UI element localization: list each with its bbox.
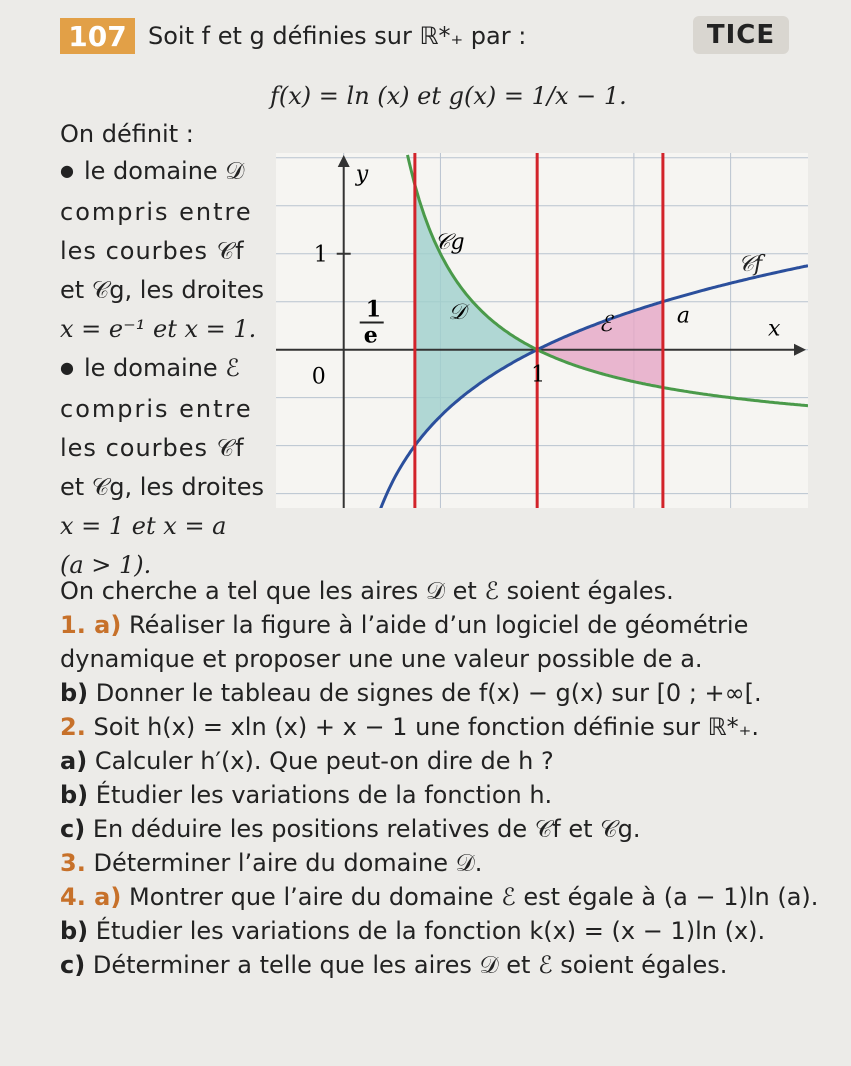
q2a-text: Calculer h′(x). Que peut-on dire de h ?	[94, 747, 554, 775]
definitions-formula: f(x) = ln (x) et g(x) = 1/x − 1.	[270, 82, 627, 110]
cf-label: 𝒞f	[738, 252, 763, 277]
q2a-line	[60, 744, 790, 778]
tice-badge: TICE	[693, 16, 789, 54]
q2a-number: a)	[60, 747, 88, 775]
region-d-label: 𝒟	[448, 299, 466, 325]
a-label: a	[676, 303, 691, 329]
q2c-line	[60, 812, 790, 846]
q1a-cont-line: dynamique et proposer une une valeur possible de a.	[60, 645, 703, 673]
q3-text: Déterminer l’aire du domaine 𝒟.	[93, 849, 483, 877]
e-line4: et 𝒞g, les droites	[60, 473, 264, 501]
q2-text: Soit h(x) = xln (x) + x − 1 une fonction définie sur ℝ*₊.	[93, 713, 759, 741]
q4a-text: Montrer que l’aire du domaine ℰ est égale à (a − 1)ln (a).	[128, 883, 819, 911]
q2b-number: b)	[60, 781, 89, 809]
q4c-line	[60, 948, 790, 982]
function-graph	[276, 153, 808, 508]
q2b-text: Étudier les variations de la fonction h.	[95, 781, 553, 809]
inv-e-denominator: e	[363, 322, 378, 349]
q1b-text: Donner le tableau de signes de f(x) − g(x) sur [0 ; +∞[.	[95, 679, 762, 707]
q4c-number: c)	[60, 951, 86, 979]
q4c-text: Déterminer a telle que les aires 𝒟 et ℰ soient égales.	[92, 951, 728, 979]
y-axis-label: y	[355, 162, 369, 187]
q1a-text: Réaliser la figure à l’aide d’un logiciel de géométrie	[128, 611, 749, 639]
q2c-number: c)	[60, 815, 86, 843]
region-e-label: ℰ	[598, 311, 613, 337]
q4b-line	[60, 914, 790, 948]
q4a-line	[60, 880, 819, 914]
d-line5: x = e⁻¹ et x = 1.	[60, 315, 257, 343]
tick-x-1: 1	[531, 362, 546, 388]
d-line1	[60, 152, 265, 193]
d-line3: les courbes 𝒞f	[60, 237, 245, 265]
function-definitions	[270, 82, 627, 110]
e-line6: (a > 1).	[60, 551, 152, 579]
intro-text: Soit f et g définies sur ℝ*₊ par :	[148, 22, 527, 50]
q3-number: 3.	[60, 849, 86, 877]
q1a-line	[60, 608, 790, 642]
questions-block	[60, 574, 819, 982]
goal-line: On cherche a tel que les aires 𝒟 et ℰ soient égales.	[60, 577, 674, 605]
q1b-number: b)	[60, 679, 89, 707]
e-line1	[60, 349, 265, 390]
exercise-number: 107	[60, 18, 135, 54]
d-line2: compris entre	[60, 198, 253, 226]
e-line3: les courbes 𝒞f	[60, 434, 245, 462]
d-line4: et 𝒞g, les droites	[60, 276, 264, 304]
e-line2: compris entre	[60, 395, 253, 423]
e-line1-text: le domaine ℰ	[83, 354, 240, 382]
on-definit: On définit :	[60, 120, 194, 148]
q3-line	[60, 846, 790, 880]
q4b-text: Étudier les variations de la fonction k(x) = (x − 1)ln (x).	[95, 917, 766, 945]
d-line1-text: le domaine 𝒟	[83, 157, 245, 185]
q1a-number: 1. a)	[60, 611, 122, 639]
q2-line	[60, 710, 790, 744]
q2-number: 2.	[60, 713, 86, 741]
cg-label: 𝒞g	[434, 229, 465, 255]
domains-description	[60, 152, 265, 585]
inv-e-numerator: 1	[365, 296, 382, 323]
q2c-text: En déduire les positions relatives de 𝒞f et 𝒞g.	[92, 815, 641, 843]
x-axis-label: x	[768, 316, 781, 342]
q4a-number: 4. a)	[60, 883, 122, 911]
q2b-line	[60, 778, 790, 812]
origin-label: 0	[311, 364, 326, 390]
tick-y-1: 1	[313, 242, 328, 268]
q4b-number: b)	[60, 917, 89, 945]
e-line5: x = 1 et x = a	[60, 512, 227, 540]
q1b-line	[60, 676, 790, 710]
